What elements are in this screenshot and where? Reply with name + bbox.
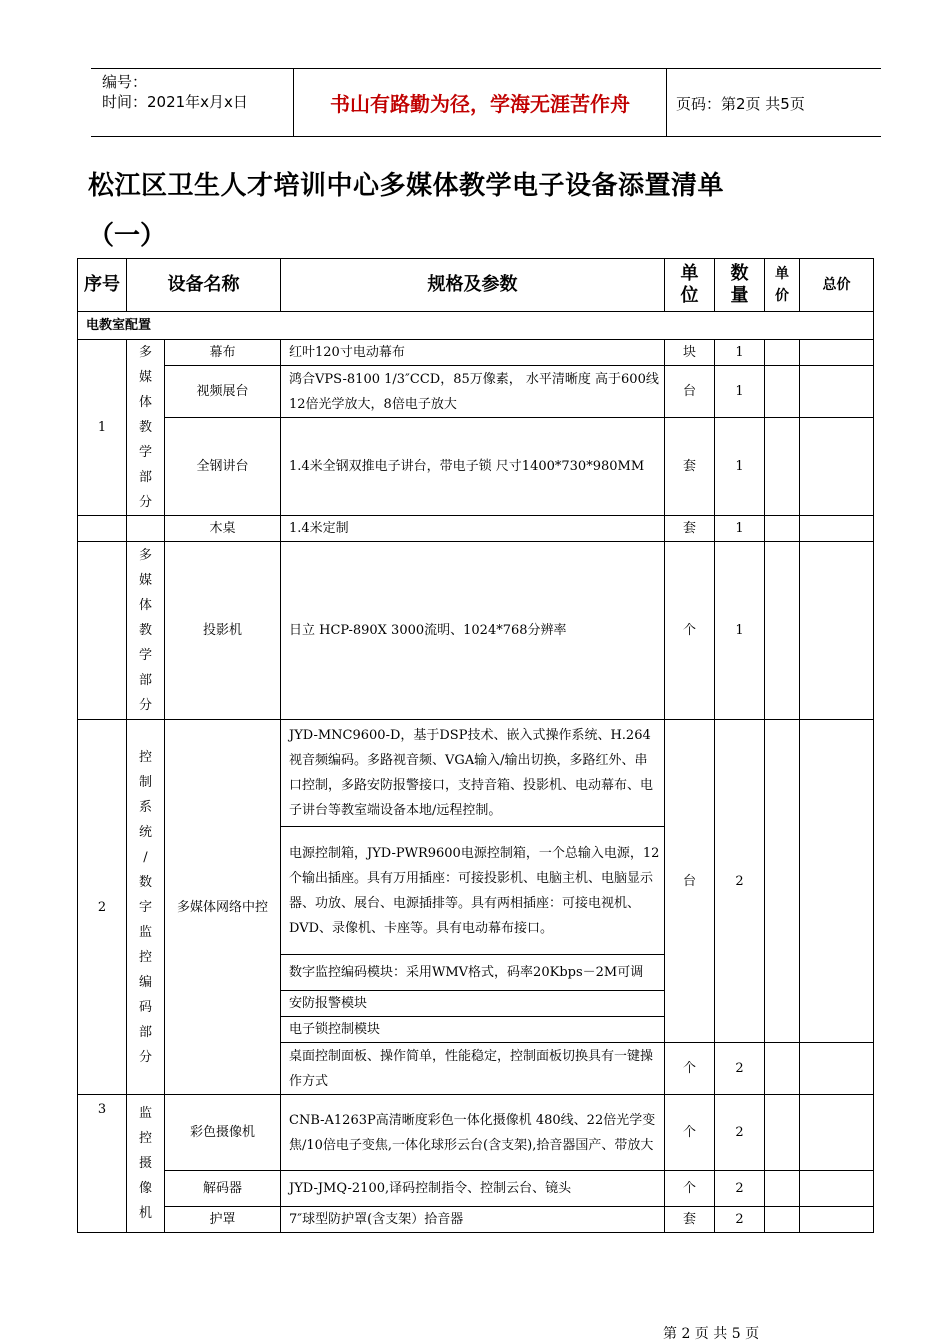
category-cell — [127, 516, 165, 542]
item-unit: 套 — [665, 516, 715, 542]
doc-time-label: 时间：2021年x月x日 — [102, 93, 248, 111]
header-page-label: 页码：第2页 共5页 — [676, 95, 805, 113]
table-row — [78, 516, 874, 542]
section-label: 电教室配置 — [78, 312, 874, 340]
item-total — [800, 418, 874, 516]
item-total — [800, 1171, 874, 1207]
table-row — [78, 340, 874, 366]
table-row — [78, 1207, 874, 1233]
item-name: 木桌 — [165, 516, 281, 542]
table-row — [78, 1171, 874, 1207]
page-subtitle: （一） — [88, 221, 167, 251]
item-unit: 个 — [665, 1043, 715, 1095]
item-total — [800, 720, 874, 1043]
item-spec: 鸿合VPS-8100 1/3″CCD，85万像素， 水平清晰度 高于600线 12倍光学放大，8倍电子放大 — [281, 366, 665, 418]
seq-cell: 1 — [78, 340, 127, 516]
item-unit: 个 — [665, 1095, 715, 1171]
item-name: 幕布 — [165, 340, 281, 366]
table-row — [78, 418, 874, 516]
item-price — [765, 720, 800, 1043]
item-qty: 2 — [715, 1171, 765, 1207]
equipment-table — [77, 258, 874, 1233]
item-price — [765, 366, 800, 418]
category-cell: 多 媒 体 教 学 部 分 — [127, 542, 165, 720]
header-total: 总价 — [800, 259, 874, 312]
category-cell: 多 媒 体 教 学 部 分 — [127, 340, 165, 516]
item-unit: 块 — [665, 340, 715, 366]
table-row — [78, 542, 874, 720]
category-cell: 监 控 摄 像 机 — [127, 1095, 165, 1233]
item-price — [765, 1043, 800, 1095]
item-price — [765, 542, 800, 720]
header-spec: 规格及参数 — [281, 259, 665, 312]
category-cell: 控 制 系 统 / 数 字 监 控 编 码 部 分 — [127, 720, 165, 1095]
item-price — [765, 1171, 800, 1207]
item-qty: 2 — [715, 720, 765, 1043]
table-row — [78, 720, 874, 827]
item-qty: 2 — [715, 1043, 765, 1095]
item-qty: 1 — [715, 542, 765, 720]
header-price: 单价 — [765, 259, 800, 312]
item-qty: 1 — [715, 340, 765, 366]
item-spec: 7″球型防护罩(含支架）拾音器 — [281, 1207, 665, 1233]
item-total — [800, 542, 874, 720]
item-total — [800, 340, 874, 366]
item-qty: 2 — [715, 1095, 765, 1171]
item-name: 投影机 — [165, 542, 281, 720]
item-spec: 电源控制箱，JYD-PWR9600电源控制箱，一个总输入电源，12个输出插座。具有万用插座：可接投影机、电脑主机、电脑显示器、功放、展台、电源插排等。具有两相插座：可接电视机、DVD、录像机、卡座等。具有电动幕布接口。 — [281, 827, 665, 955]
item-name: 视频展台 — [165, 366, 281, 418]
item-spec: 数字监控编码模块：采用WMV格式，码率20Kbps－2M可调 — [281, 955, 665, 991]
item-total — [800, 1095, 874, 1171]
item-spec: 电子锁控制模块 — [281, 1017, 665, 1043]
header-unit: 单位 — [665, 259, 715, 312]
page-footer: 第 2 页 共 5 页 — [663, 1326, 760, 1342]
item-spec: CNB-A1263P高清晰度彩色一体化摄像机 480线、22倍光学变焦/10倍电子变焦,一体化球形云台(含支架),拾音器国产、带放大 — [281, 1095, 665, 1171]
item-price — [765, 1207, 800, 1233]
item-name: 护罩 — [165, 1207, 281, 1233]
item-total — [800, 1207, 874, 1233]
item-unit: 套 — [665, 1207, 715, 1233]
item-price — [765, 418, 800, 516]
item-name: 全钢讲台 — [165, 418, 281, 516]
seq-cell — [78, 516, 127, 542]
item-name: 彩色摄像机 — [165, 1095, 281, 1171]
table-row — [78, 1095, 874, 1171]
table-header-row — [78, 259, 874, 312]
item-name: 解码器 — [165, 1171, 281, 1207]
item-spec: 1.4米定制 — [281, 516, 665, 542]
header-qty: 数量 — [715, 259, 765, 312]
item-qty: 1 — [715, 516, 765, 542]
item-spec: JYD-JMQ-2100,译码控制指令、控制云台、镜头 — [281, 1171, 665, 1207]
header-motto: 书山有路勤为径，学海无涯苦作舟 — [330, 92, 630, 116]
item-price — [765, 340, 800, 366]
section-row — [78, 312, 874, 340]
table-row — [78, 366, 874, 418]
item-spec: 日立 HCP-890X 3000流明、1024*768分辨率 — [281, 542, 665, 720]
item-unit: 个 — [665, 542, 715, 720]
seq-cell: 3 — [78, 1095, 127, 1233]
seq-cell: 2 — [78, 720, 127, 1095]
header-divider — [666, 68, 667, 136]
item-spec: 红叶120寸电动幕布 — [281, 340, 665, 366]
item-name: 多媒体网络中控 — [165, 720, 281, 1095]
item-total — [800, 366, 874, 418]
item-price — [765, 1095, 800, 1171]
header-seq: 序号 — [78, 259, 127, 312]
item-unit: 个 — [665, 1171, 715, 1207]
item-unit: 台 — [665, 720, 715, 1043]
item-spec: JYD-MNC9600-D，基于DSP技术、嵌入式操作系统、H.264视音频编码。多路视音频、VGA输入/输出切换，多路红外、串口控制，多路安防报警接口，支持音箱、投影机、电动幕布、电子讲台等教室端设备本地/远程控制。 — [281, 720, 665, 827]
item-qty: 2 — [715, 1207, 765, 1233]
item-spec: 1.4米全钢双推电子讲台，带电子锁 尺寸1400*730*980MM — [281, 418, 665, 516]
doc-number-label: 编号： — [102, 73, 148, 91]
page-title: 松江区卫生人才培训中心多媒体教学电子设备添置清单 — [88, 171, 725, 201]
header-top-rule — [91, 68, 881, 69]
header-name: 设备名称 — [127, 259, 281, 312]
item-spec: 安防报警模块 — [281, 991, 665, 1017]
item-qty: 1 — [715, 366, 765, 418]
seq-cell — [78, 542, 127, 720]
header-bottom-rule — [91, 136, 881, 137]
item-total — [800, 1043, 874, 1095]
item-unit: 套 — [665, 418, 715, 516]
item-qty: 1 — [715, 418, 765, 516]
item-spec: 桌面控制面板、操作简单，性能稳定，控制面板切换具有一键操作方式 — [281, 1043, 665, 1095]
item-unit: 台 — [665, 366, 715, 418]
item-total — [800, 516, 874, 542]
item-price — [765, 516, 800, 542]
